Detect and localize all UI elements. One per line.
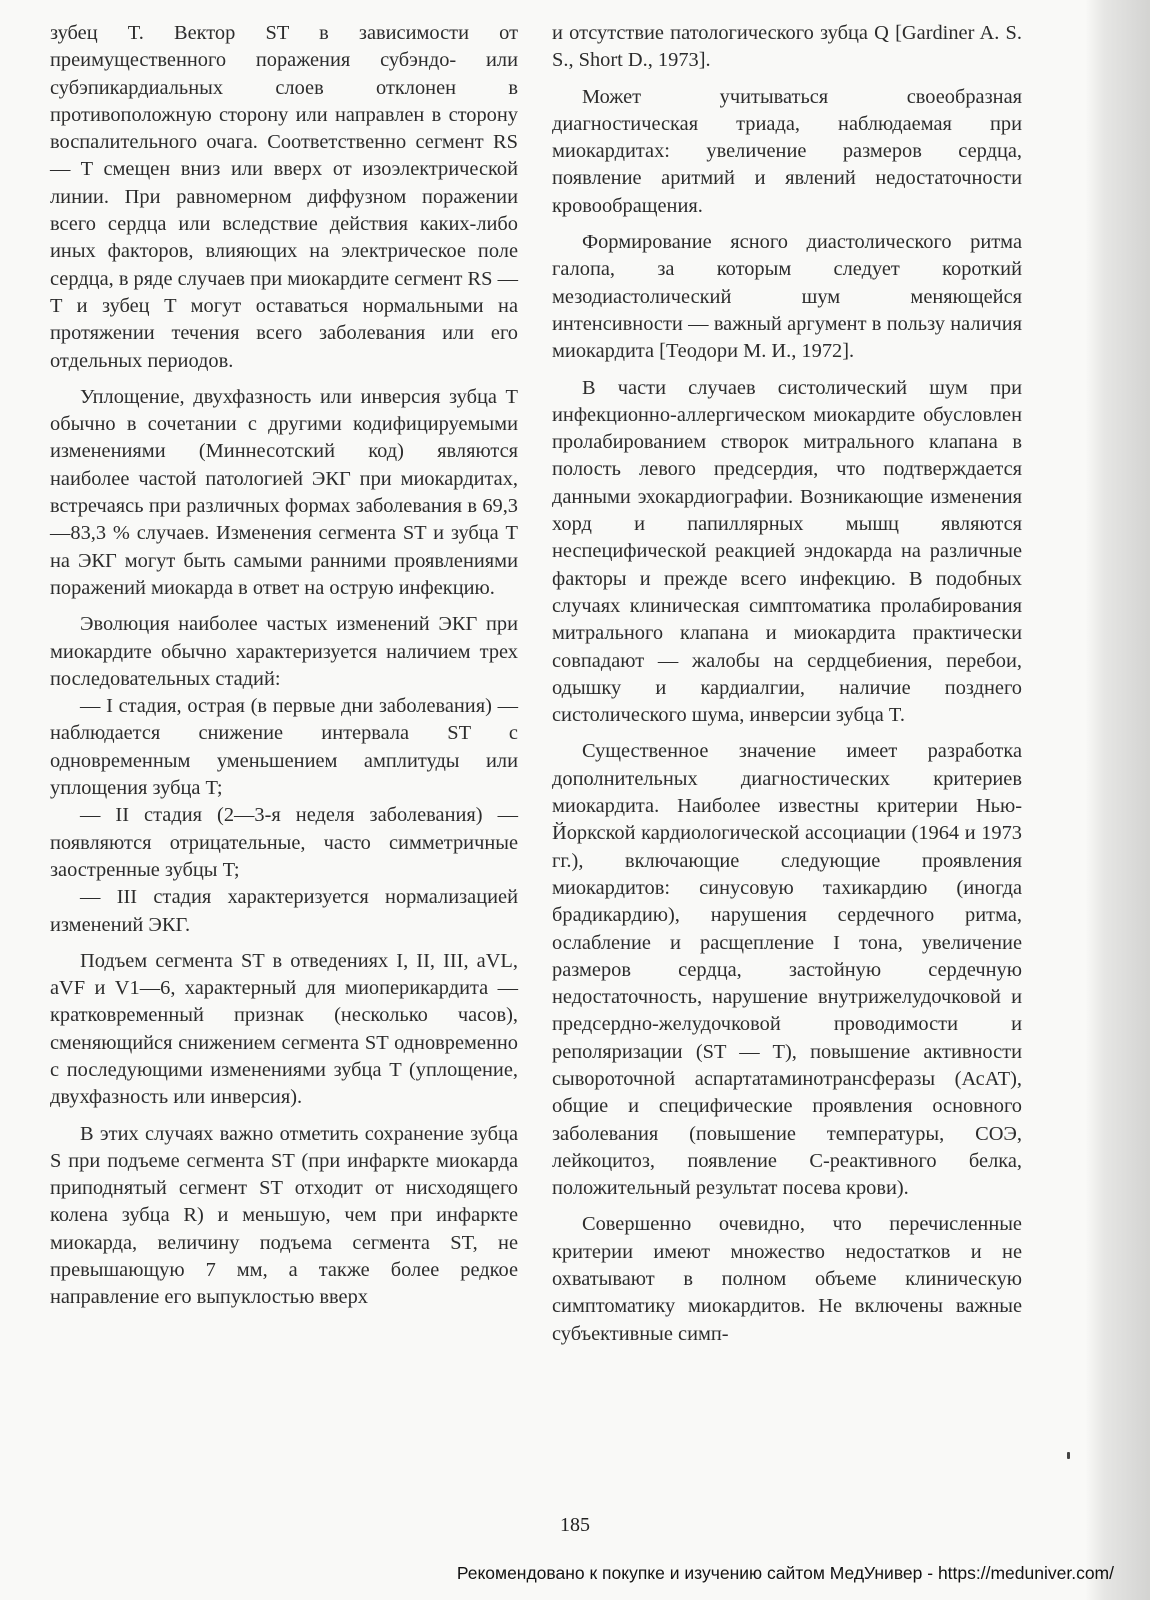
paragraph: Совершенно очевидно, что перечисленные критерии имеют множество недостатков и не охватывают в полном объеме клиническую симптоматику миокардитов. Не включены важные субъективные симп- <box>552 1213 1022 1345</box>
left-text-column <box>50 20 518 1321</box>
paragraph: Уплощение, двухфазность или инверсия зубца T обычно в сочетании с другими кодифицируемыми изменениями (Миннесотский код) являются наиболее частой патологией ЭКГ при миокардитах, встречаясь при различных формах заболевания в 69,3—83,3 % случаев. Изменения сегмента ST и зубца T на ЭКГ могут быть самыми ранними проявлениями поражений миокарда в ответ на острую инфекцию. <box>50 385 518 599</box>
paragraph: Формирование ясного диастолического ритма галопа, за которым следует короткий мезодиастолический шум меняющейся интенсивности — важный аргумент в пользу наличия миокардита [Теодори М. И., 1972]. <box>552 231 1022 363</box>
paragraph: Подъем сегмента ST в отведениях I, II, III, aVL, aVF и V1—6, характерный для миоперикардита — кратковременный признак (несколько часов), сменяющийся снижением сегмента ST одновременно с последующими изменениями зубца T (уплощение, двухфазность или инверсия). <box>50 949 518 1109</box>
scan-speck <box>1067 1452 1070 1459</box>
paragraph: зубец T. Вектор ST в зависимости от преимущественного поражения субэндо- или субэпикардиальных слоев отклонен в противоположную сторону или направлен в сторону воспалительного очага. Соответственно сегмент RS — T смещен вниз или вверх от изоэлектрической линии. При равномерном диффузном поражении всего сердца или вследствие действия каких-либо иных факторов, влияющих на электрическое поле сердца, в ряде случаев при миокардите сегмент RS — T и зубец T могут оставаться нормальными на протяжении течения всего заболевания или его отдельных периодов. <box>50 22 518 372</box>
paragraph: Может учитываться своеобразная диагностическая триада, наблюдаемая при миокардитах: увеличение размеров сердца, появление аритмий и явлений недостаточности кровообращения. <box>552 85 1022 217</box>
list-item: — I стадия, острая (в первые дни заболевания) — наблюдается снижение интервала ST с одновременным уменьшением амплитуды или уплощения зубца T; <box>50 695 518 800</box>
list-item: — II стадия (2—3-я неделя заболевания) — появляются отрицательные, часто симметричные заостренные зубцы T; <box>50 804 518 881</box>
paragraph: и отсутствие патологического зубца Q [Gardiner A. S. S., Short D., 1973]. <box>552 22 1022 72</box>
paragraph: Существенное значение имеет разработка дополнительных диагностических критериев миокардита. Наиболее известны критерии Нью-Йоркской кардиологической ассоциации (1964 и 1973 гг.), включающие следующие проявления миокардитов: синусовую тахикардию (иногда брадикардию), нарушения сердечного ритма, ослабление и расщепление I тона, увеличение размеров сердца, застойную сердечную недостаточность, нарушение внутрижелудочковой и предсердно-желудочковой проводимости и реполяризации (ST — T), повышение активности сывороточной аспартатаминотрансферазы (АсАТ), общие и специфические проявления основного заболевания (повышение температуры, СОЭ, лейкоцитоз, появление С-реактивного белка, положительный результат посева крови). <box>552 740 1022 1200</box>
footer-watermark: Рекомендовано к покупке и изучению сайтом МедУнивер - https://meduniver.com/ <box>456 1563 1114 1583</box>
page-number: 185 <box>560 1514 590 1536</box>
paragraph: Эволюция наиболее частых изменений ЭКГ при миокардите обычно характеризуется наличием трех последовательных стадий: <box>50 613 518 690</box>
paragraph: В этих случаях важно отметить сохранение зубца S при подъеме сегмента ST (при инфаркте миокарда приподнятый сегмент ST отходит от нисходящего колена зубца R) и меньшую, чем при инфаркте миокарда, величину подъема сегмента ST, не превышающую 7 мм, а также более редкое направление его выпуклостью вверх <box>50 1122 518 1309</box>
right-text-column <box>552 20 1022 1357</box>
paragraph: В части случаев систолический шум при инфекционно-аллергическом миокардите обусловлен пролабированием створок митрального клапана в полость левого предсердия, что подтверждается данными эхокардиографии. Возникающие изменения хорд и папиллярных мышц являются неспецифической реакцией эндокарда на различные факторы и прежде всего инфекцию. В подобных случаях клиническая симптоматика пролабирования митрального клапана и миокардита практически совпадают — жалобы на сердцебиения, перебои, одышку и кардиалгии, наличие позднего систолического шума, инверсии зубца T. <box>552 376 1022 727</box>
list-item: — III стадия характеризуется нормализацией изменений ЭКГ. <box>50 886 518 936</box>
